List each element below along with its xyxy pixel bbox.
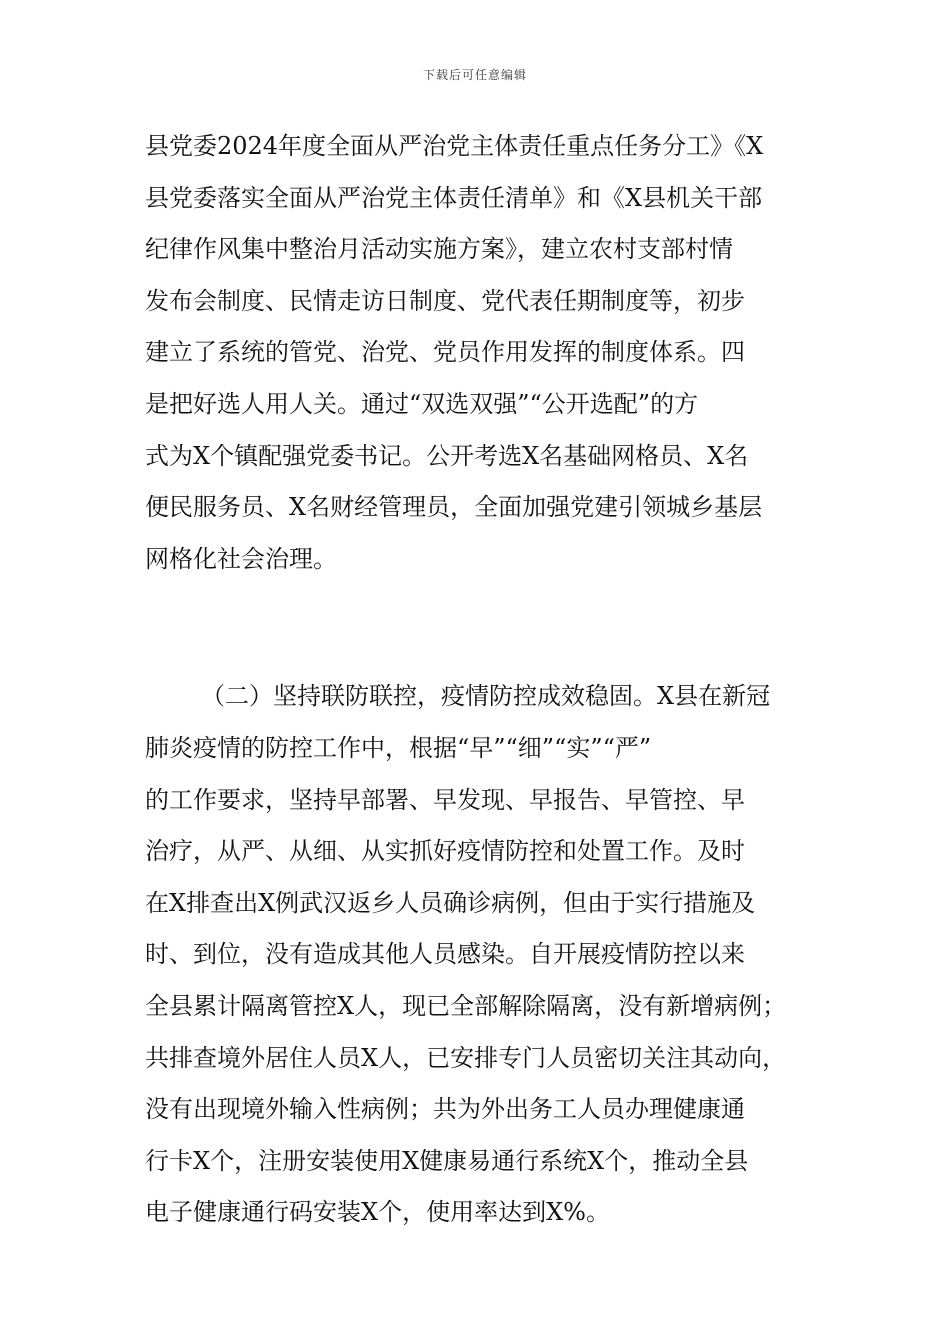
text-line-first: （二）坚持联防联控，疫情防控成效稳固。X县在新冠	[201, 682, 771, 711]
text-line: 治疗，从严、从细、从实抓好疫情防控和处置工作。及时	[145, 837, 745, 866]
text-line: 在X排查出X例武汉返乡人员确诊病例，但由于实行措施及	[145, 888, 756, 917]
text-line: 县党委落实全面从严治党主体责任清单》和《X县机关干部	[145, 183, 763, 212]
text-line: 县党委2024年度全面从严治党主体责任重点任务分工》《X	[145, 132, 764, 160]
document-body	[145, 126, 817, 1244]
paragraph-2	[145, 676, 817, 1244]
text-line: 便民服务员、X名财经管理员，全面加强党建引领城乡基层	[145, 493, 763, 522]
text-line: 纪律作风集中整治月活动实施方案》，建立农村支部村情	[145, 235, 733, 264]
text-line: 电子健康通行码安装X个，使用率达到X%。	[145, 1198, 610, 1227]
text-line: 时、到位，没有造成其他人员感染。自开展疫情防控以来	[145, 940, 745, 969]
text-line: 建立了系统的管党、治党、党员作用发挥的制度体系。四	[145, 338, 745, 367]
text-line: 式为X个镇配强党委书记。公开考选X名基础网格员、X名	[145, 441, 749, 470]
text-line: 发布会制度、民情走访日制度、党代表任期制度等，初步	[145, 286, 745, 315]
text-line: 行卡X个，注册安装使用X健康易通行系统X个，推动全县	[145, 1146, 749, 1175]
text-line: 共排查境外居住人员X人，已安排专门人员密切关注其动向，	[145, 1043, 787, 1072]
text-line: 肺炎疫情的防控工作中，根据“早”“细”“实”“严”	[145, 733, 652, 762]
page-header: 下载后可任意编辑	[422, 68, 527, 82]
text-line: 的工作要求，坚持早部署、早发现、早报告、早管控、早	[145, 785, 745, 814]
text-line: 没有出现境外输入性病例；共为外出务工人员办理健康通	[145, 1095, 745, 1124]
text-line: 全县累计隔离管控X人，现已全部解除隔离，没有新增病例；	[145, 991, 787, 1020]
paragraph-spacer	[145, 590, 817, 676]
text-line: 是把好选人用人关。通过“双选双强”“公开选配”的方	[145, 389, 699, 418]
text-line: 网格化社会治理。	[145, 544, 337, 573]
paragraph-1	[145, 126, 817, 590]
